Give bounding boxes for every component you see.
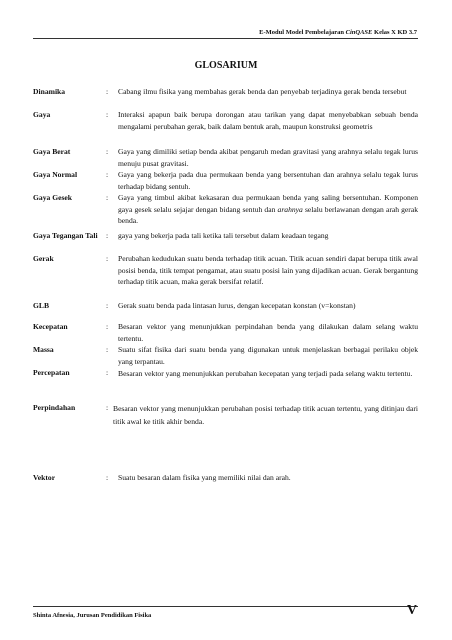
glossary-definition: Besaran vektor yang menunjukkan perpindahan benda yang dilakukan dalam selang waktu tertentu. (118, 322, 418, 343)
page-number: V (406, 603, 417, 618)
glossary-definition: Gerak suatu benda pada lintasan lurus, dengan kecepatan konstan (v=konstan) (118, 301, 356, 310)
footer-rule (33, 606, 418, 607)
glossary-definition: Besaran vektor yang menunjukkan perubahan posisi terhadap titik acuan tertentu, yang ditinjau dari titik awal ke titik akhir benda. (113, 404, 418, 426)
glossary-term: Perpindahan (33, 403, 76, 412)
colon: : (106, 87, 109, 96)
glossary-term: Gaya (33, 110, 51, 119)
glossary-term: Dinamika (33, 87, 66, 96)
glossary-term: Percepatan (33, 368, 70, 377)
colon: : (106, 193, 109, 202)
glossary-definition: gaya yang bekerja pada tali ketika tali tersebut dalam keadaan tegang (118, 231, 329, 240)
glossary-term: Gaya Gesek (33, 193, 73, 202)
glossary-term: GLB (33, 301, 50, 310)
glossary-definition: Gaya yang bekerja pada dua permukaan benda yang bersentuhan dan arahnya selalu tegak lurus terhadap bidang sentuh. (118, 170, 418, 191)
colon: : (106, 254, 109, 263)
glossary-term: Gaya Normal (33, 170, 78, 179)
colon: : (106, 322, 109, 331)
footer-author: Shinta Afnesia, Jurusan Pendidikan Fisika (33, 612, 152, 619)
page-title: GLOSARIUM (194, 60, 258, 71)
glossary-definition: Gaya yang dimiliki setiap benda akibat pengaruh medan gravitasi yang arahnya selalu tegak lurus menuju pusat gravitasi. (118, 147, 418, 168)
colon: : (106, 170, 109, 179)
glossary-term: Vektor (33, 473, 56, 482)
definition-text: Gaya yang timbul akibat kekasaran dua permukaan benda yang saling bersentuhan. Komponen gaya gesek selalu sejajar dengan bidang sentuh dan (118, 193, 418, 214)
glossary-definition (118, 192, 418, 227)
colon: : (106, 301, 109, 310)
colon: : (106, 231, 109, 240)
colon: : (106, 368, 109, 377)
header-prefix: E-Modul Model Pembelajaran (259, 29, 345, 36)
glossary-definition: Suatu besaran dalam fisika yang memiliki nilai dan arah. (118, 473, 291, 482)
glossary-term: Gaya Berat (33, 147, 71, 156)
glossary-definition: Cabang ilmu fisika yang membahas gerak benda dan penyebab terjadinya gerak benda tersebut (118, 87, 407, 96)
glossary-term: Gerak (33, 254, 54, 263)
glossary-term: Gaya Tegangan Tali (33, 231, 98, 240)
colon: : (106, 147, 109, 156)
definition-text: selalu berlawanan dengan arah gerak benda. (118, 204, 418, 225)
colon: : (106, 403, 109, 412)
glossary-definition: Besaran vektor yang menunjukkan perubahan kecepatan yang terjadi pada selang waktu tertentu. (118, 369, 413, 378)
colon: : (106, 473, 109, 482)
glossary-definition: Interaksi apapun baik berupa dorongan atau tarikan yang dapat menyebabkan sebuah benda mengalami perubahan gerak, baik dalam bentuk arah, maupun konstruksi geometris (118, 110, 418, 131)
glossary-definition: Perubahan kedudukan suatu benda terhadap titik acuan. Titik acuan sendiri dapat berupa titik awal posisi benda, titik tempat pengamat, atau suatu posisi lain yang dijadikan acuan. Gerak bergantung terhadap titik acuan, maka gerak bersifat relatif. (118, 254, 418, 286)
running-header (259, 29, 417, 36)
colon: : (106, 110, 109, 119)
definition-italic: arahnya (277, 204, 303, 214)
glossary-term: Kecepatan (33, 322, 68, 331)
glossary-definition: Suatu sifat fisika dari suatu benda yang digunakan untuk menjelaskan berbagai perilaku objek yang terpantau. (118, 345, 418, 366)
colon: : (106, 345, 109, 354)
header-model: CinQASE (345, 29, 373, 36)
header-suffix: Kelas X KD 3.7 (374, 29, 417, 36)
header-rule (33, 38, 418, 39)
glossary-term: Massa (33, 345, 54, 354)
